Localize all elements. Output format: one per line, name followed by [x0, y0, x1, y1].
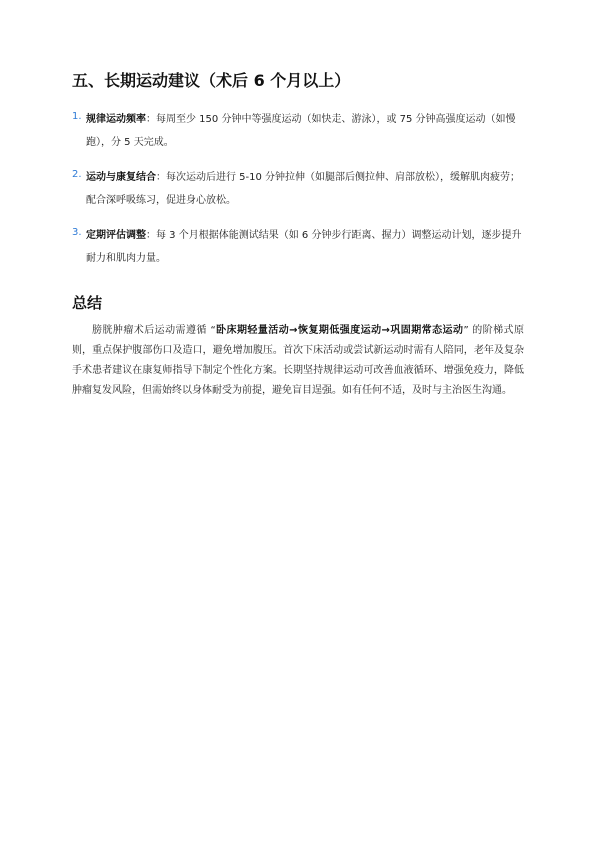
list-number: 3.	[72, 227, 82, 238]
list-number: 2.	[72, 169, 82, 180]
summary-heading: 总结	[72, 294, 103, 312]
list-item-separator: ：	[146, 230, 156, 241]
summary-text-post: ” 的阶梯式原则，重点保护腹部伤口及造口，避免增加腹压。首次下床活动或尝试新运动时需有人陪同，老年及复杂手术患者建议在康复师指导下制定个性化方案。长期坚持规律运动可改善血液循环、增强免疫力，降低肿瘤复发风险，但需始终以身体耐受为前提，避免盲目逞强。如有任何不适，及时与主治医生沟通。	[72, 325, 525, 396]
document-content	[72, 70, 524, 401]
list-item	[72, 165, 524, 211]
summary-paragraph	[72, 321, 524, 401]
summary-emphasis: 卧床期轻量活动→恢复期低强度运动→巩固期常态运动	[215, 325, 464, 336]
recommendation-list	[72, 107, 524, 269]
section-heading: 五、长期运动建议（术后 6 个月以上）	[72, 71, 351, 90]
list-item-separator: ：	[156, 172, 166, 183]
list-item-separator: ：	[146, 114, 156, 125]
list-item-text	[86, 230, 521, 264]
list-item-term: 规律运动频率	[86, 114, 146, 125]
list-item-term: 定期评估调整	[86, 230, 146, 241]
list-item	[72, 223, 524, 269]
list-number: 1.	[72, 111, 82, 122]
summary-text-pre: 膀胱肿瘤术后运动需遵循 “	[92, 325, 216, 336]
list-item-text	[86, 114, 516, 148]
list-item-body: 每周至少 150 分钟中等强度运动（如快走、游泳），或 75 分钟高强度运动（如慢跑），分 5 天完成。	[86, 114, 516, 148]
list-item-body: 每次运动后进行 5-10 分钟拉伸（如腿部后侧拉伸、肩部放松），缓解肌肉疲劳；配合深呼吸练习，促进身心放松。	[86, 172, 521, 206]
list-item-text	[86, 172, 520, 206]
list-item-term: 运动与康复结合	[86, 172, 156, 183]
list-item	[72, 107, 524, 153]
list-item-body: 每 3 个月根据体能测试结果（如 6 分钟步行距离、握力）调整运动计划，逐步提升耐力和肌肉力量。	[86, 230, 522, 264]
